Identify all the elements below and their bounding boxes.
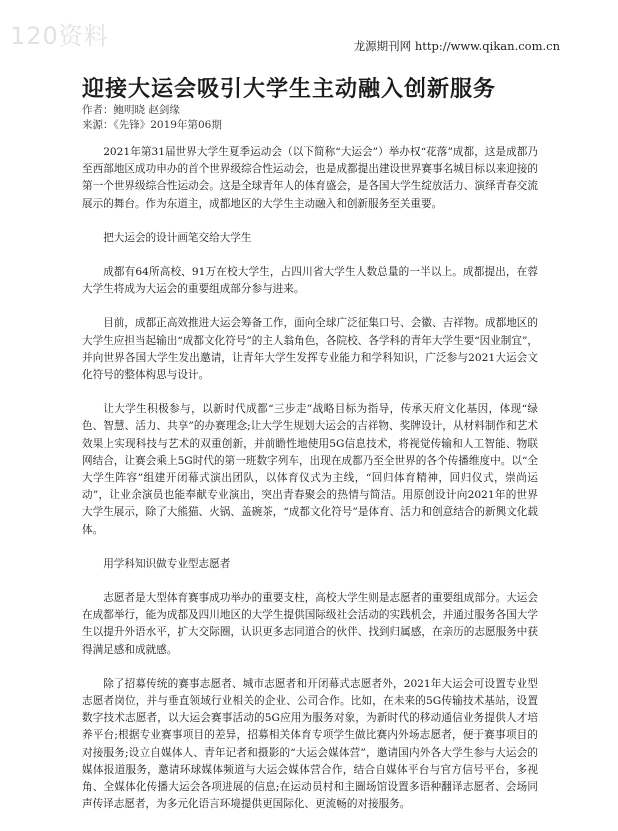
paragraph-1: 2021年第31届世界大学生夏季运动会（以下简称“大运会”）举办权“花落”成都，这是成都乃至西部地区成功申办的首个世界级综合性运动会，也是成都提出建设世界赛事名城目标以来迎接的第一个世界级综合性运动会。这是全球青年人的体育盛会，是各国大学生绽放活力、演绎青春交流展示的舞台。作为东道主，成都地区的大学生主动融入和创新服务至关重要。 bbox=[82, 146, 538, 210]
site-name: 龙源期刊网 bbox=[353, 39, 412, 53]
paragraph-3: 目前，成都正高效推进大运会筹备工作，面向全球广泛征集口号、会徽、吉祥物。成都地区的大学生应担当起输出“成都文化符号”的主人翁角色，各院校、各学科的青年大学生要“因业制宜”，并向世界各国大学生发出邀请，让青年大学生发挥专业能力和学科知识，广泛参与2021大运会文化符号的整体构思与设计。 bbox=[82, 317, 539, 382]
site-header bbox=[354, 38, 560, 54]
paragraph-5: 志愿者是大型体育赛事成功举办的重要支柱，高校大学生则是志愿者的重要组成部分。大运会在成都举行，能为成都及四川地区的大学生提供国际级社会活动的实践机会，并通过服务各国大学生以提升外语水平，扩大交际圈，认识更多志同道合的伙伴、找到归属感，在亲历的志愿服务中获得满足感和成就感。 bbox=[82, 592, 538, 656]
article-source: 来源：《先锋》2019年第06期 bbox=[82, 119, 222, 131]
article-title: 迎接大运会吸引大学生主动融入创新服务 bbox=[82, 76, 497, 102]
paragraph-2: 成都有64所高校、91万在校大学生，占四川省大学生人数总量的一半以上。成都提出，在蓉大学生将成为大运会的重要组成部分参与进来。 bbox=[82, 266, 538, 296]
section-heading-2: 用学科知识做专业型志愿者 bbox=[103, 557, 231, 570]
site-url-link[interactable]: http://www.qikan.com.cn bbox=[414, 39, 560, 53]
article-author: 作者：鲍明晓 赵剑缘 bbox=[82, 104, 180, 116]
paragraph-4: 让大学生积极参与，以新时代成都“三步走”战略目标为指导，传承天府文化基因，体现“绿色、智慧、活力、共享”的办赛理念;让大学生规划大运会的吉祥物、奖牌设计，从材料制作和艺术效果上实现科技与艺术的双重创新，并前瞻性地使用5G信息技术，将视觉传输和人工智能、物联网结合，让赛会乘上5G时代的第一班数字列车，出现在成都乃至全世界的各个传播维度中。以“全大学生阵容”组建开闭幕式演出团队，以体育仪式为主线，“回归体育精神，回归仪式，崇尚运动”，让业余演员也能奉献专业演出，突出青春聚会的热情与简洁。用原创设计向2021年的世界大学生展示，除了大熊猫、火锅、盖碗茶，“成都文化符号”是体育、活力和创意结合的新興文化载体。 bbox=[82, 403, 538, 536]
article-body bbox=[82, 144, 538, 831]
section-heading-1: 把大运会的设计画笔交给大学生 bbox=[103, 231, 252, 244]
paragraph-6: 除了招募传统的赛事志愿者、城市志愿者和开闭幕式志愿者外，2021年大运会可设置专业型志愿者岗位，并与垂直领域行业相关的企业、公司合作。比如，在未来的5G传输技术基站，设置数字技术志愿者，以大运会赛事活动的5G应用为服务对象，为新时代的移动通信业务提供人才培养平台;根据专业赛事项目的差异，招募相关体育专项学生做比赛内外场志愿者，便于赛事项目的对接服务;设立自媒体人、青年记者和摄影的“大运会媒体营”，邀请国内外各大学生参与大运会的媒体报道服务，邀请环球媒体频道与大运会媒体营合作，结合自媒体平台与官方信号平台，多视角、全媒体化传播大运会各项进展的信息;在运动员村和主圖场馆设置多语种翻译志愿者、会场同声传译志愿者，为多元化语言环境提供更国际化、更流畅的对接服务。 bbox=[82, 677, 538, 811]
watermark-text: 120资料 bbox=[10, 22, 109, 50]
